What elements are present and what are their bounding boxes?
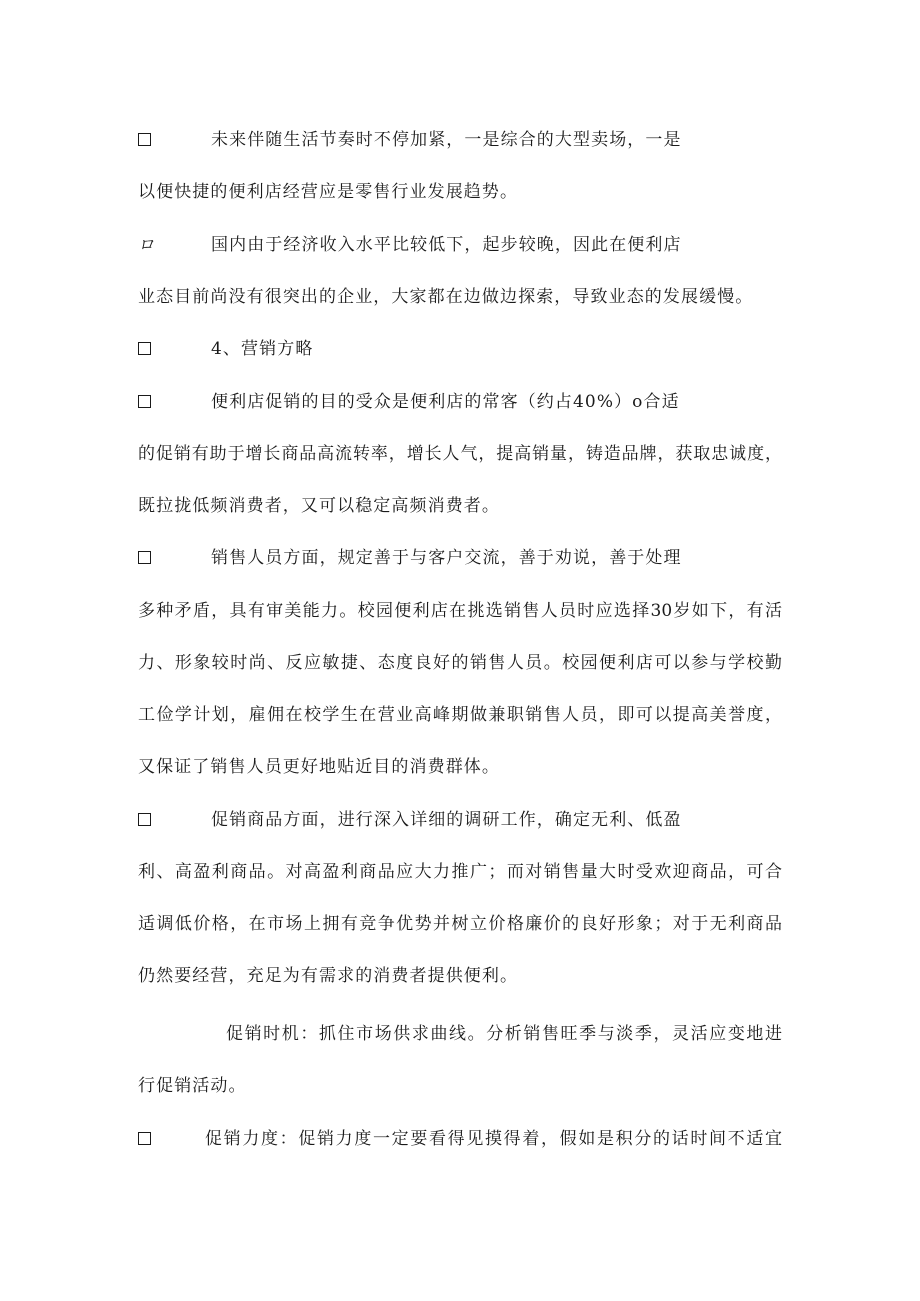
paragraph-line: 以便快捷的便利店经营应是零售行业发展趋势。 bbox=[138, 182, 519, 202]
paragraph-line-text: 促销商品方面，进行深入详细的调研工作，确定无利、低盈 bbox=[211, 810, 682, 830]
paragraph-line-text: 促销时机：抓住市场供求曲线。分析销售旺季与淡季，灵活应变地进 bbox=[226, 1024, 782, 1044]
paragraph-line bbox=[138, 546, 151, 570]
paragraph-line: 利、高盈利商品。对高盈利商品应大力推广；而对销售量大时受欢迎商品，可合 bbox=[138, 862, 782, 882]
paragraph-line: 力、形象较时尚、反应敏捷、态度良好的销售人员。校园便利店可以参与学校勤 bbox=[138, 653, 782, 673]
paragraph-line: 适调低价格，在市场上拥有竞争优势并树立价格廉价的良好形象；对于无利商品 bbox=[138, 914, 782, 934]
paragraph-line-text: 便利店促销的目的受众是便利店的常客（约占40%）o合适 bbox=[211, 392, 680, 412]
checkbox-bullet-icon bbox=[138, 342, 151, 355]
paragraph-line bbox=[138, 390, 151, 414]
paragraph-line-text: 促销力度：促销力度一定要看得见摸得着，假如是积分的话时间不适宜 bbox=[205, 1129, 782, 1149]
section-heading: 4、营销方略 bbox=[211, 339, 314, 359]
paragraph-line: 行促销活动。 bbox=[138, 1076, 247, 1096]
paragraph-line: 工俭学计划，雇佣在校学生在营业高峰期做兼职销售人员，即可以提高美誉度， bbox=[138, 705, 782, 725]
paragraph-line-text: 销售人员方面，规定善于与客户交流，善于劝说，善于处理 bbox=[211, 548, 682, 568]
paragraph-line bbox=[138, 808, 151, 832]
checkbox-bullet-icon bbox=[138, 133, 151, 146]
paragraph-line: 多种矛盾，具有审美能力。校园便利店在挑选销售人员时应选择30岁如下，有活 bbox=[138, 601, 782, 621]
paragraph-line: 业态目前尚没有很突出的企业，大家都在边做边探索，导致业态的发展缓慢。 bbox=[138, 287, 754, 307]
paragraph-line bbox=[138, 233, 156, 257]
paragraph-line-text: 国内由于经济收入水平比较低下，起步较晚，因此在便利店 bbox=[211, 235, 682, 255]
checkbox-bullet-icon bbox=[138, 813, 151, 826]
paragraph-line: 既拉拢低频消费者，又可以稳定高频消费者。 bbox=[138, 496, 500, 516]
paragraph-line bbox=[138, 128, 151, 152]
paragraph-line: 又保证了销售人员更好地贴近目的消费群体。 bbox=[138, 757, 500, 777]
paragraph-line: 的促销有助于增长商品高流转率，增长人气，提高销量，铸造品牌，获取忠诚度， bbox=[138, 444, 782, 464]
paragraph-line-text: 未来伴随生活节奏时不停加紧，一是综合的大型卖场，一是 bbox=[211, 130, 682, 150]
bullet-glyph-icon: ロ bbox=[138, 235, 156, 254]
checkbox-bullet-icon bbox=[138, 395, 151, 408]
paragraph-line: 仍然要经营，充足为有需求的消费者提供便利。 bbox=[138, 966, 519, 986]
paragraph-line bbox=[138, 337, 151, 361]
checkbox-bullet-icon bbox=[138, 1132, 151, 1145]
checkbox-bullet-icon bbox=[138, 551, 151, 564]
paragraph-line bbox=[138, 1127, 151, 1151]
